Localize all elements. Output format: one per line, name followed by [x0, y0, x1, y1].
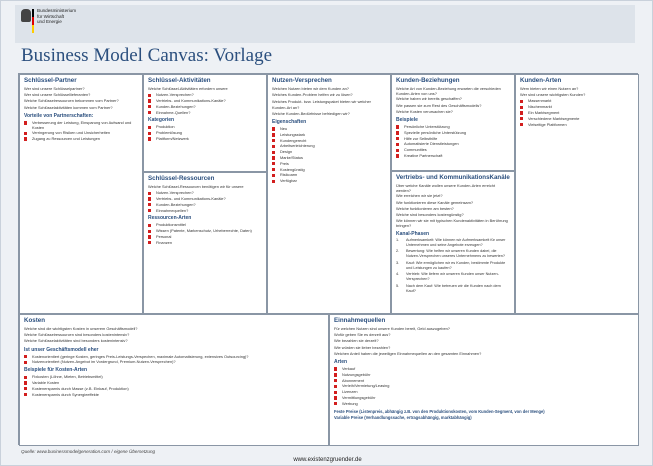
list-item: Plattform/Netzwerk [148, 136, 262, 142]
section-customer-relationships [391, 74, 515, 171]
guiding-question: Wem bieten wir einen Nutzen an? [520, 86, 579, 91]
list-item: Verfügbar [272, 178, 386, 184]
list-item [396, 261, 510, 271]
section-heading: Schlüssel-Ressourcen [148, 175, 215, 182]
bullet-list [148, 190, 262, 213]
eagle-icon [21, 9, 31, 22]
section-heading: Schlüssel-Partner [24, 77, 77, 84]
guiding-question: Wie passen sie zum Rest des Geschäftsmodells? [396, 102, 482, 108]
list-item: Kostenorientiert (geringe Kosten, geringes Preis-Leistungs-Verspechen, maximale Automatisierung, extensives Outsourcing)? [24, 354, 324, 360]
list-item: Leistungsstark [272, 132, 386, 138]
list-item [396, 272, 510, 282]
list-number: 2. [396, 249, 400, 254]
guiding-question: Wie würden sie lieber bezahlen? [334, 344, 391, 350]
section-customer-segments [515, 74, 639, 314]
guiding-question: Welchen Nutzen bieten wir dem Kunden an? [272, 86, 349, 91]
bullet-list [148, 124, 262, 141]
subheading: Kanal-Phasen [396, 230, 430, 237]
list-item: Nutzungsgebühr [334, 372, 634, 378]
guiding-question: Wie bezahlen sie derzeit? [334, 338, 379, 344]
guiding-question: Wofür geben Sie es derzeit aus? [334, 332, 391, 338]
list-item-text: Aufmerksamkeit: Wie können wir Aufmerksamkeit für unser Unternehmen und seine Angebote erzeugen? [406, 237, 506, 247]
list-item: Communities [396, 147, 510, 153]
bullet-list [396, 124, 510, 159]
guiding-question: Wie funktionieren diese Kanäle gemeinsam? [396, 199, 473, 205]
bullet-list [272, 126, 386, 184]
list-item: Abonnement [334, 378, 634, 384]
list-item [396, 238, 510, 248]
flag-stripe [32, 9, 34, 33]
list-item: Verringerung von Risiken und Unsicherheiten [24, 130, 138, 136]
section-heading: Kunden-Arten [520, 77, 562, 84]
list-item [396, 284, 510, 294]
list-item: Nischenmarkt [520, 104, 634, 110]
list-item: Hilfe zur Selbsthilfe [396, 136, 510, 142]
section-value-propositions [267, 74, 391, 314]
list-item: Nutzen-Versprechen? [148, 92, 262, 98]
list-item: Vielseitige Plattformen [520, 122, 634, 128]
list-item-text: Kauf: Wie ermöglichen wir es Kunden, bestimmte Produkte und Leistungen zu kaufen? [406, 260, 506, 270]
guiding-question: Wer sind unsere wichtigsten Kunden? [520, 92, 586, 98]
list-item: Risikoarm [272, 172, 386, 178]
list-item [396, 249, 510, 259]
list-item: Massenmarkt [520, 98, 634, 104]
list-item: Produktionsmittel [148, 222, 262, 228]
bullet-list [24, 354, 324, 366]
list-item: Kostenersparnis durch Synergieeffekte [24, 392, 324, 398]
section-key-activities [143, 74, 267, 172]
list-item-text: Vertrieb: Wie liefern wir unseren Kunden unser Nutzen-Versprechen? [406, 272, 499, 282]
fixed-prices-note: Feste Preise (Listenpreis, abhängig z.B. von den Produktionskosten, vom Kunden-Segment, von der Menge) [334, 408, 545, 414]
list-item: Verleih/Vermietung/Leasing [334, 383, 634, 389]
list-number: 4. [396, 272, 400, 277]
guiding-question: Welche Schlüsselaktivitäten kommen vom Partner? [24, 104, 113, 110]
list-item: Preis [272, 161, 386, 167]
bullet-list [148, 222, 262, 245]
section-revenue-streams [329, 314, 639, 446]
list-item: Persönliche Unterstützung [396, 124, 510, 130]
list-item: Automatisierte Dienstleistungen [396, 141, 510, 147]
subheading: Beispiele [396, 117, 418, 124]
ministry-logo [19, 8, 119, 38]
section-heading: Einnahmequellen [334, 317, 386, 324]
list-item-text: Bewertung: Wie helfen wir unseren Kunden dabei, die Nutzen-Versprechen unseres Unternehmens zu bewerten? [406, 249, 505, 259]
variable-prices-note: Variable Preise (Verhandlungssache, ertragsabhängig, marktabhängig) [334, 414, 472, 420]
guiding-question: Welche Kunden-Bedürfnisse befriedigen wir? [272, 110, 350, 116]
section-heading: Kosten [24, 317, 45, 324]
list-item: Spezielle persönliche Unterstützung [396, 130, 510, 136]
list-item: Einnahmequellen? [148, 208, 262, 214]
list-item: Finanzen [148, 240, 262, 246]
list-item: Vertriebs- und Kommunikations-Kanäle? [148, 98, 262, 104]
guiding-question: Welche Schlüsselaktivitäten sind besonders kostenintensiv? [24, 338, 128, 344]
list-item: Verkauf [334, 366, 634, 372]
guiding-question: Welches Produkt- bzw. Leistungspaket bieten wir welcher Kunden-Art an? [272, 99, 371, 110]
guiding-question: Welches Kunden-Problem helfen wir zu lösen? [272, 92, 353, 98]
source-note: Quelle: www.businessmodelgeneration.com / eigene Übersetzung [21, 449, 156, 454]
list-item: Arbeitserleichterung [272, 143, 386, 149]
subheading: Eigenschaften [272, 119, 307, 126]
guiding-question: Welche Kosten verursachen sie? [396, 108, 453, 114]
list-item: Nutzenorientiert (Nutzen-Angebot im Vordergrund, Premium-Nutzen-Versprechen)? [24, 359, 324, 365]
subheading: Beispiele für Kosten-Arten [24, 367, 88, 374]
guiding-question: Welche Schlüsselressourcen bekommen vom Partner? [24, 98, 119, 104]
guiding-question: Für welchen Nutzen sind unsere Kunden bereit, Geld auszugeben? [334, 326, 450, 331]
list-item: Kundengerecht [272, 138, 386, 144]
list-item: Design [272, 149, 386, 155]
guiding-question: Welche Schlüsselressourcen sind besonders kostenintensiv? [24, 332, 130, 338]
page-title: Business Model Canvas: Vorlage [21, 45, 273, 66]
list-item: Vertriebs- und Kommunikations-Kanäle? [148, 196, 262, 202]
guiding-question: Welche sind besonders kostengünstig? [396, 212, 464, 218]
subheading: Arten [334, 359, 348, 366]
ministry-name-line: Bundesministerium [37, 8, 77, 13]
guiding-question: Welche funktionieren am besten? [396, 205, 454, 211]
guiding-question: Wie erreichen wir sie jetzt? [396, 193, 443, 199]
section-heading: Vertriebs- und KommunikationsKanäle [396, 174, 510, 181]
ministry-name-line: und Energie [37, 19, 62, 25]
subheading: Ist unser Geschäftsmodell eher [24, 346, 99, 353]
guiding-question: Über welche Kanäle wollen unsere Kunden-Arten erreicht werden? [396, 183, 496, 194]
list-item: Werbung [334, 401, 634, 407]
list-item: Wissen (Patente, Markenschutz, Urheberrechte, Daten) [148, 228, 262, 234]
list-item: Variable Kosten [24, 380, 324, 386]
guiding-question: Wer sind unsere Schlüssellieferanten? [24, 92, 91, 98]
list-item: Nutzen-Versprechen? [148, 190, 262, 196]
list-item: Problemlösung [148, 130, 262, 136]
section-key-resources [143, 172, 267, 314]
list-item: Verbesserung der Leistung, Einsparung von Aufwand und Kosten [24, 120, 138, 130]
list-number: 5. [396, 283, 400, 288]
list-item: Verschiedene Marktsegmente [520, 116, 634, 122]
section-channels [391, 171, 515, 314]
list-item: Zugang zu Ressourcen und Leistungen [24, 136, 138, 142]
section-heading: Kunden-Beziehungen [396, 77, 460, 84]
ministry-name [37, 8, 76, 25]
bullet-list [520, 98, 634, 127]
list-item: Einnahme-Quellen? [148, 110, 262, 116]
bullet-list [148, 92, 262, 115]
guiding-question: Welche Schlüssel-Ressourcen benötigen wir für unsere [148, 184, 244, 189]
list-item: Kostenersparnis durch Masse (z.B. Einkauf, Produktion) [24, 386, 324, 392]
section-cost-structure [19, 314, 329, 446]
list-item: Kostengünstig [272, 167, 386, 173]
list-item-text: Nach dem Kauf: Wie betreuen wir die Kunden nach dem Kauf? [406, 283, 501, 293]
section-heading: Schlüssel-Aktivitäten [148, 77, 211, 84]
guiding-question: Welche sind die wichtigsten Kosten in unserem Geschäftsmodell? [24, 326, 138, 331]
footer-url: www.existenzgruender.de [293, 457, 362, 463]
numbered-list [396, 238, 510, 294]
list-item: Personal [148, 234, 262, 240]
subheading: Ressourcen-Arten [148, 215, 192, 222]
list-item: Produktion [148, 124, 262, 130]
list-item: Marke/Status [272, 155, 386, 161]
guiding-question: Welche haben wir bereits geschaffen? [396, 96, 462, 102]
guiding-question: Welche Art von Kunden-Beziehung erwarten die verschieden Kunden-Arten von uns? [396, 86, 501, 97]
list-item: Lizenzen [334, 389, 634, 395]
list-item: Vermittlungsgebühr [334, 395, 634, 401]
bullet-list [24, 120, 138, 142]
list-item: Neu [272, 126, 386, 132]
list-item: Kunden-Beziehungen? [148, 202, 262, 208]
ministry-name-line: für Wirtschaft [37, 13, 65, 19]
list-item: Kreative Partnerschaft [396, 153, 510, 159]
bullet-list [334, 366, 634, 407]
list-item: Fixkosten (Löhne, Mieten, Betriebsmittel) [24, 374, 324, 380]
section-key-partners [19, 74, 143, 314]
list-number: 1. [396, 237, 400, 242]
section-heading: Nutzen-Versprechen [272, 77, 332, 84]
guiding-question: Wie können wir sie mit typischen Kundenaktivitäten in Berührung bringen? [396, 218, 508, 229]
guiding-question: Wer sind unsere Schlüsselpartner? [24, 86, 85, 91]
bullet-list [24, 374, 324, 397]
subheading: Vorteile von Partnerschaften: [24, 112, 94, 119]
guiding-question: Welchen Anteil haben die jeweiligen Einnahmequellen an den gesamten Einnahmen? [334, 350, 482, 356]
canvas-grid [18, 73, 638, 445]
subheading: Kategorien [148, 117, 175, 124]
list-item: Kunden-Beziehungen? [148, 104, 262, 110]
list-number: 3. [396, 260, 400, 265]
list-item: Ein Marktsegment [520, 110, 634, 116]
guiding-question: Welche Schlüssel-Aktivitäten erfordern unsere [148, 86, 228, 91]
